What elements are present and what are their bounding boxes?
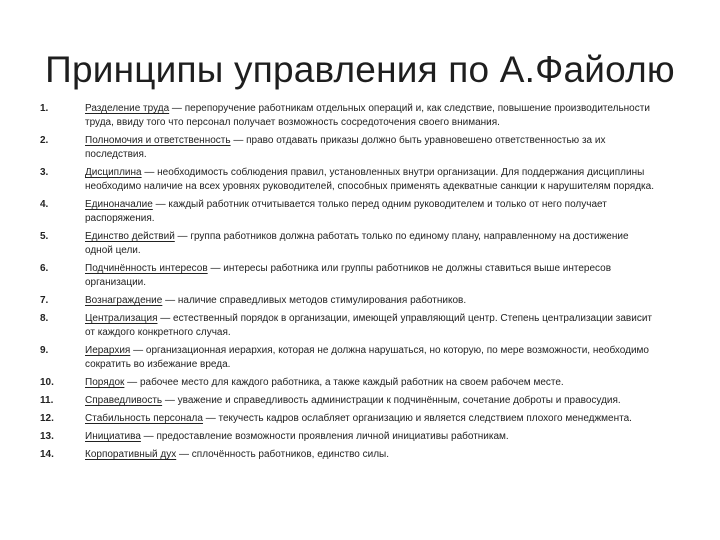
item-number: 2. [40, 135, 49, 146]
list-item [40, 344, 680, 372]
principle-term: Разделение труда [85, 103, 170, 114]
principle-description: — организационная иерархия, которая не должна нарушаться, но которую, по мере возможности, необходимо сократить во избежание вреда. [85, 345, 649, 370]
principle-description: — наличие справедливых методов стимулирования работников. [162, 295, 467, 306]
principle-term: Инициатива [85, 431, 141, 442]
list-item [40, 376, 680, 390]
item-number: 13. [40, 431, 54, 442]
item-number: 11. [40, 395, 54, 406]
list-item [40, 394, 680, 408]
principle-description: — перепоручение работникам отдельных операций и, как следствие, повышение производительности труда, ввиду того что персонал получает возможность сосредоточения своего внимания. [85, 103, 650, 128]
list-item [40, 166, 680, 194]
principle-description: — группа работников должна работать только по единому плану, направленному на достижение одной цели. [85, 231, 629, 256]
item-text [85, 430, 657, 444]
principle-term: Полномочия и ответственность [85, 135, 231, 146]
principle-description: — текучесть кадров ослабляет организацию и является следствием плохого менеджмента. [202, 413, 632, 424]
item-text [85, 166, 657, 194]
principle-term: Единство действий [85, 231, 175, 242]
item-text [85, 134, 657, 162]
slide-title: Принципы управления по А.Файолю [45, 49, 675, 90]
principle-description: — естественный порядок в организации, имеющей управляющий центр. Степень централизации зависит от каждого конкретного случая. [85, 313, 652, 338]
item-text [85, 412, 657, 426]
item-text [85, 198, 657, 226]
list-item [40, 312, 680, 340]
item-text [85, 312, 657, 340]
principle-term: Порядок [85, 377, 125, 388]
list-item [40, 448, 680, 462]
principle-term: Стабильность персонала [85, 413, 203, 424]
principle-term: Справедливость [85, 395, 163, 406]
principle-description: — право отдавать приказы должно быть уравновешено ответственностью за их последствия. [85, 135, 606, 160]
principle-description: — необходимость соблюдения правил, установленных внутри организации. Для поддержания дисциплины необходимо наличие на всех уровнях руководителей, способных применять адекватные санкции к нарушителям порядка. [85, 167, 654, 192]
list-item [40, 294, 680, 308]
principle-term: Иерархия [85, 345, 131, 356]
item-number: 3. [40, 167, 49, 178]
item-text [85, 376, 657, 390]
item-number: 1. [40, 103, 49, 114]
list-item [40, 262, 680, 290]
list-item [40, 198, 680, 226]
list-item [40, 134, 680, 162]
principle-description: — предоставление возможности проявления личной инициативы работникам. [140, 431, 509, 442]
principles-list [40, 102, 680, 462]
item-text [85, 102, 657, 130]
item-number: 14. [40, 449, 54, 460]
item-number: 7. [40, 295, 49, 306]
principle-description: — интересы работника или группы работников не должны ставиться выше интересов организации. [85, 263, 612, 288]
item-number: 8. [40, 313, 49, 324]
principle-term: Корпоративный дух [85, 449, 177, 460]
principle-term: Единоначалие [85, 199, 153, 210]
item-number: 4. [40, 199, 49, 210]
item-text [85, 294, 657, 308]
item-text [85, 394, 657, 408]
principle-term: Дисциплина [85, 167, 142, 178]
item-number: 6. [40, 263, 49, 274]
principle-description: — сплочённость работников, единство силы. [176, 449, 390, 460]
list-item [40, 230, 680, 258]
principle-description: — рабочее место для каждого работника, а также каждый работник на своем рабочем месте. [124, 377, 564, 388]
item-number: 12. [40, 413, 54, 424]
principle-term: Централизация [85, 313, 158, 324]
principle-term: Подчинённость интересов [85, 263, 208, 274]
item-text [85, 230, 657, 258]
list-item [40, 430, 680, 444]
item-number: 5. [40, 231, 49, 242]
principle-description: — уважение и справедливость администрации к подчинённым, сочетание доброты и правосудия. [162, 395, 621, 406]
item-text [85, 344, 657, 372]
principle-term: Вознаграждение [85, 295, 163, 306]
item-number: 9. [40, 345, 49, 356]
item-text [85, 448, 657, 462]
principle-description: — каждый работник отчитывается только перед одним руководителем и только от него получает распоряжения. [85, 199, 607, 224]
item-text [85, 262, 657, 290]
list-item [40, 412, 680, 426]
list-item [40, 102, 680, 130]
item-number: 10. [40, 377, 54, 388]
